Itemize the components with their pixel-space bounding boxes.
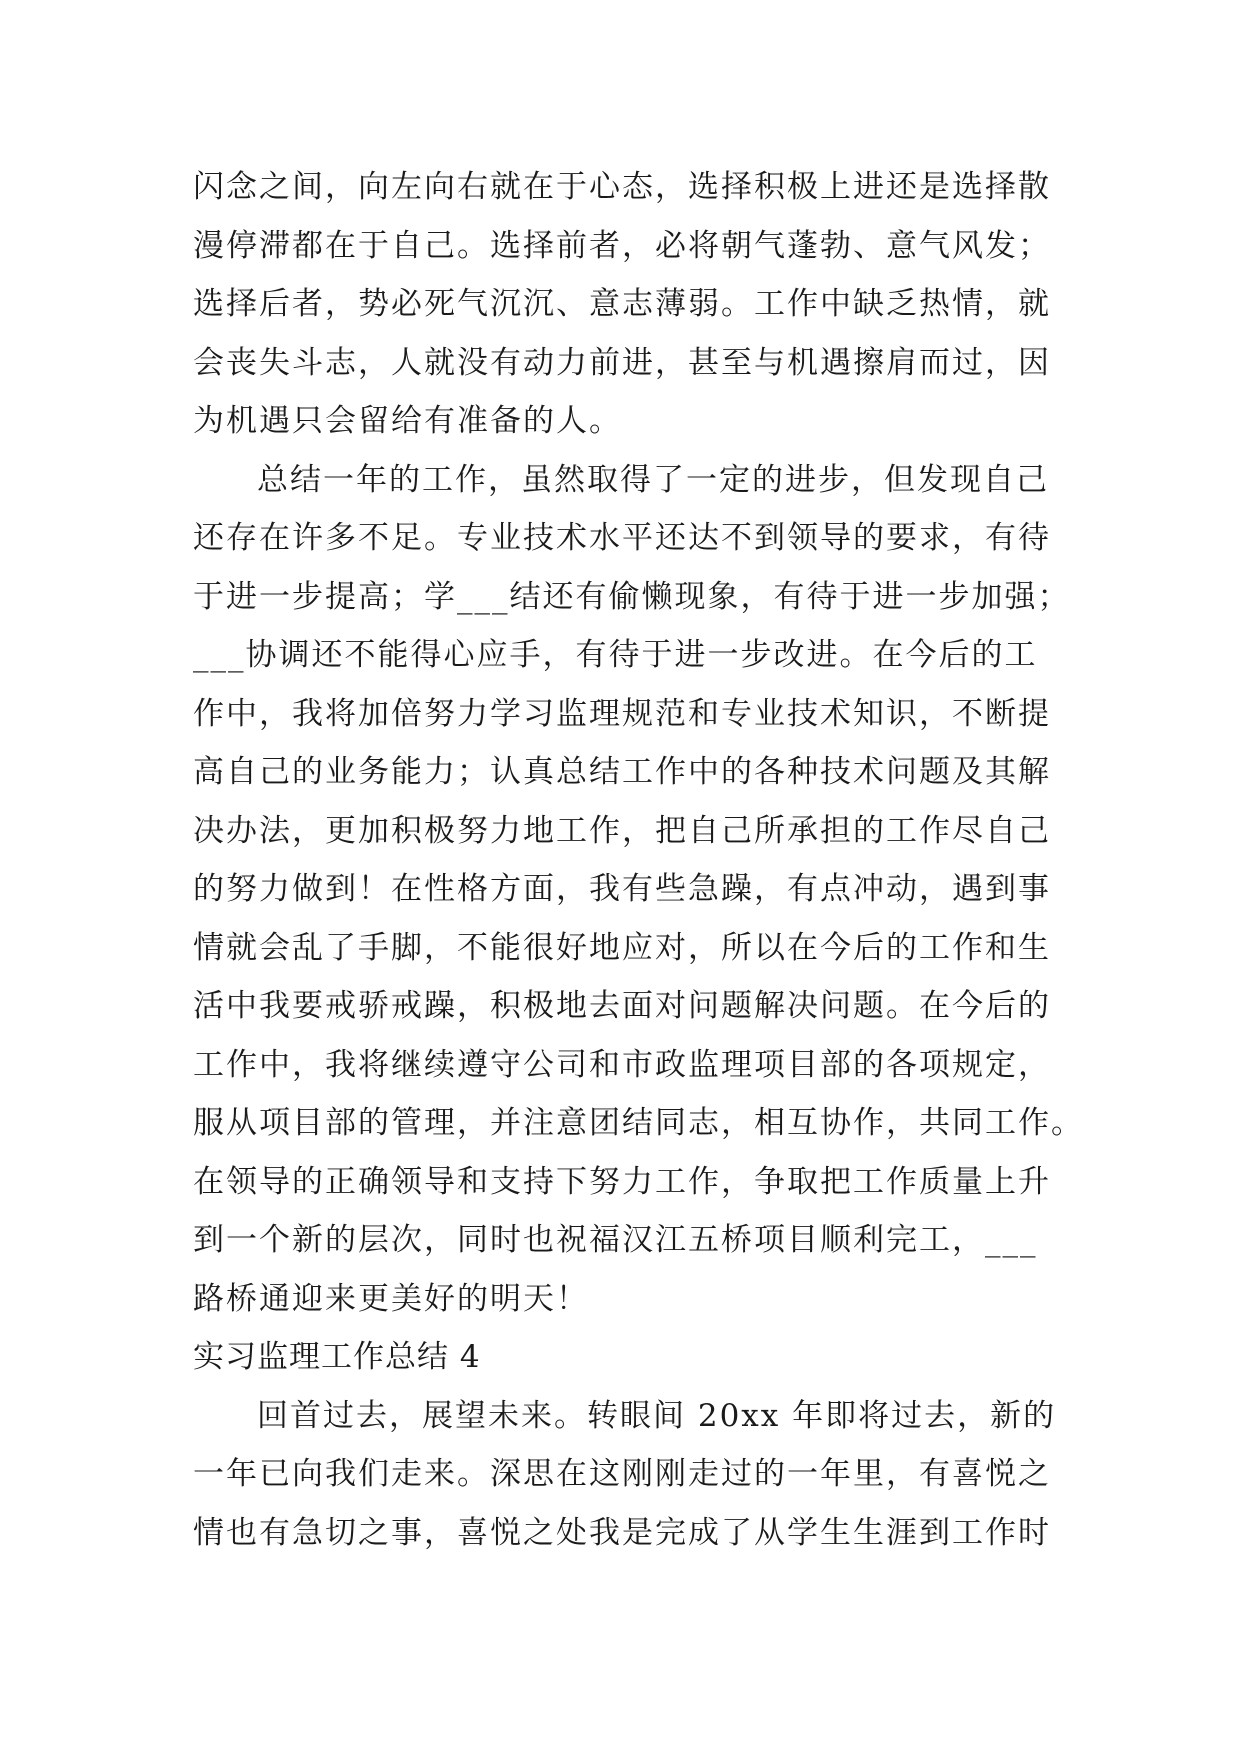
text-line: 于进一步提高；学___结还有偷懒现象，有待于进一步加强； (193, 578, 1071, 615)
text-line: 选择后者，势必死气沉沉、意志薄弱。工作中缺乏热情，就 (193, 286, 1051, 322)
text-line: 作中，我将加倍努力学习监理规范和专业技术知识，不断提 (193, 695, 1051, 732)
text-line: 工作中，我将继续遵守公司和市政监理项目部的各项规定， (193, 1046, 1051, 1083)
text-line: 服从项目部的管理，并注意团结同志，相互协作，共同工作。 (193, 1105, 1084, 1141)
text-line: ___协调还不能得心应手，有待于进一步改进。在今后的工 (193, 637, 1038, 673)
text-line: 一年已向我们走来。深思在这刚刚走过的一年里，有喜悦之 (193, 1456, 1051, 1492)
text-line: 在领导的正确领导和支持下努力工作，争取把工作质量上升 (193, 1163, 1051, 1200)
text-line: 高自己的业务能力；认真总结工作中的各种技术问题及其解 (193, 754, 1051, 790)
text-line: 漫停滞都在于自己。选择前者，必将朝气蓬勃、意气风发； (193, 227, 1051, 264)
text-line: 路桥通迎来更美好的明天！ (193, 1280, 589, 1317)
text-line: 为机遇只会留给有准备的人。 (193, 403, 622, 439)
text-line: 到一个新的层次，同时也祝福汉江五桥项目顺利完工，___ (193, 1222, 1038, 1258)
text-line: 情就会乱了手脚，不能很好地应对，所以在今后的工作和生 (193, 929, 1051, 966)
text-line: 闪念之间，向左向右就在于心态，选择积极上进还是选择散 (193, 169, 1051, 205)
text-line: 情也有急切之事，喜悦之处我是完成了从学生生涯到工作时 (193, 1514, 1051, 1551)
section-title: 实习监理工作总结 4 (193, 1339, 481, 1375)
text-line: 活中我要戒骄戒躁，积极地去面对问题解决问题。在今后的 (193, 988, 1051, 1024)
paragraph-start-line: 回首过去，展望未来。转眼间 20xx 年即将过去，新的 (257, 1397, 1057, 1434)
text-line: 会丧失斗志，人就没有动力前进，甚至与机遇擦肩而过，因 (193, 344, 1051, 381)
text-line: 决办法，更加积极努力地工作，把自己所承担的工作尽自己 (193, 812, 1051, 849)
document-body (193, 158, 1084, 1562)
text-line: 还存在许多不足。专业技术水平还达不到领导的要求，有待 (193, 520, 1051, 556)
text-line: 的努力做到！在性格方面，我有些急躁，有点冲动，遇到事 (193, 871, 1051, 907)
paragraph-start-line: 总结一年的工作，虽然取得了一定的进步，但发现自己 (257, 461, 1049, 498)
